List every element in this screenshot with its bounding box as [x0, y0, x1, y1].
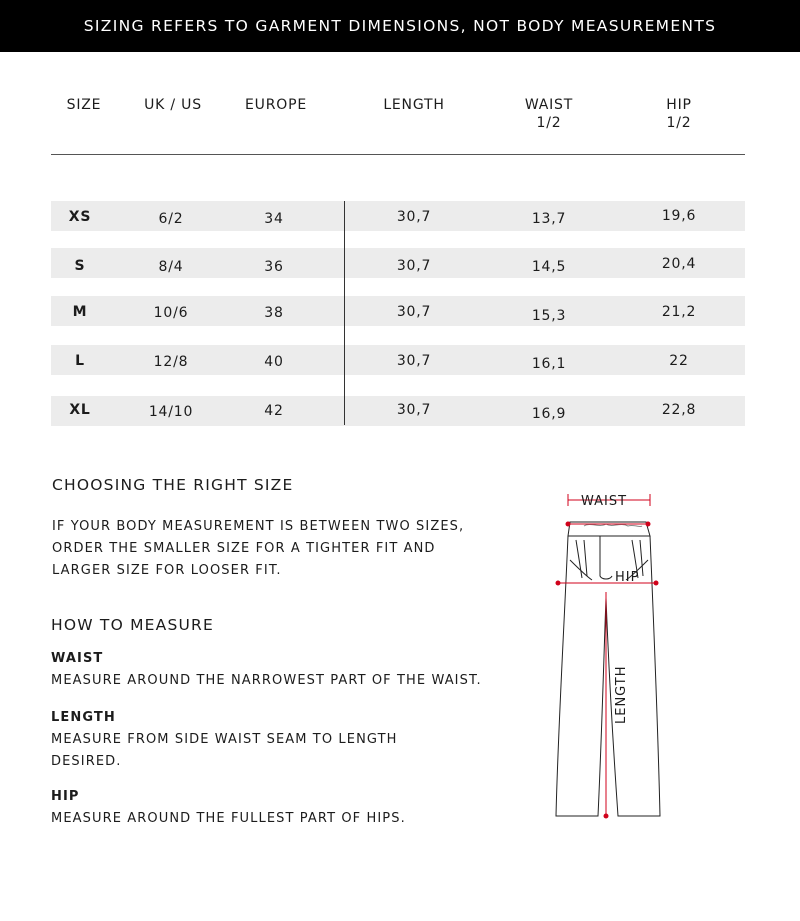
cell-size: XL: [69, 402, 91, 418]
cell-length: 30,7: [396, 258, 432, 274]
waist-instructions: MEASURE AROUND THE NARROWEST PART OF THE WAIST.: [51, 673, 482, 688]
header-length: LENGTH: [383, 97, 445, 113]
trouser-legs: [556, 536, 660, 816]
cell-europe: 40: [264, 354, 284, 370]
hip-label: HIP: [615, 570, 640, 585]
waist-title: WAIST: [51, 651, 104, 666]
header-size: SIZE: [66, 97, 102, 113]
hip-title: HIP: [51, 789, 80, 804]
cell-hip: 21,2: [661, 304, 697, 320]
length-label: LENGTH: [614, 665, 629, 724]
hip-marker: [556, 581, 561, 586]
hip-instructions: MEASURE AROUND THE FULLEST PART OF HIPS.: [51, 811, 406, 826]
cell-hip: 19,6: [661, 208, 697, 224]
cell-europe: 36: [264, 259, 284, 275]
cell-hip: 22,8: [661, 402, 697, 418]
pleat-line: [576, 540, 582, 578]
cell-waist: 14,5: [531, 259, 567, 275]
cell-length: 30,7: [396, 304, 432, 320]
cell-size: XS: [68, 209, 92, 225]
header-hip: HIP 1/2: [666, 97, 692, 131]
trousers-diagram: [540, 480, 680, 840]
cell-waist: 15,3: [531, 308, 567, 324]
choosing-heading: CHOOSING THE RIGHT SIZE: [52, 476, 294, 494]
cell-hip: 20,4: [661, 256, 697, 272]
cell-ukus: 14/10: [148, 404, 194, 420]
length-marker: [604, 814, 609, 819]
hip-marker: [654, 581, 659, 586]
header-divider: [51, 154, 745, 155]
cell-europe: 38: [264, 305, 284, 321]
cell-waist: 13,7: [531, 211, 567, 227]
fly-line: [600, 536, 612, 579]
cell-length: 30,7: [396, 353, 432, 369]
banner-text: SIZING REFERS TO GARMENT DIMENSIONS, NOT BODY MEASUREMENTS: [83, 17, 717, 35]
header-ukus: UK / US: [144, 97, 202, 113]
header-europe: EUROPE: [245, 97, 307, 113]
sizing-banner: [0, 0, 800, 52]
cell-length: 30,7: [396, 209, 432, 225]
cell-waist: 16,1: [531, 356, 567, 372]
choosing-text: IF YOUR BODY MEASUREMENT IS BETWEEN TWO SIZES, ORDER THE SMALLER SIZE FOR A TIGHTER FIT AND LARGER SIZE FOR LOOSER FIT.: [52, 519, 465, 578]
length-instructions: MEASURE FROM SIDE WAIST SEAM TO LENGTH DESIRED.: [51, 732, 398, 769]
cell-size: S: [74, 258, 86, 274]
cell-ukus: 10/6: [153, 305, 189, 321]
length-title: LENGTH: [51, 710, 116, 725]
cell-ukus: 8/4: [158, 259, 184, 275]
cell-europe: 42: [264, 403, 284, 419]
trousers-outline: [556, 522, 660, 816]
cell-ukus: 12/8: [153, 354, 189, 370]
cell-europe: 34: [264, 211, 284, 227]
cell-length: 30,7: [396, 402, 432, 418]
waist-measure: [568, 494, 650, 509]
cell-size: L: [75, 353, 85, 369]
pleat-line: [640, 540, 643, 576]
waist-label: WAIST: [581, 494, 628, 509]
header-waist: WAIST 1/2: [524, 97, 574, 131]
cell-size: M: [72, 304, 88, 320]
cell-waist: 16,9: [531, 406, 567, 422]
how-to-measure-heading: HOW TO MEASURE: [51, 616, 215, 634]
pleat-line: [584, 540, 587, 576]
cell-ukus: 6/2: [158, 211, 184, 227]
cell-hip: 22: [669, 353, 689, 369]
column-divider: [344, 201, 345, 425]
